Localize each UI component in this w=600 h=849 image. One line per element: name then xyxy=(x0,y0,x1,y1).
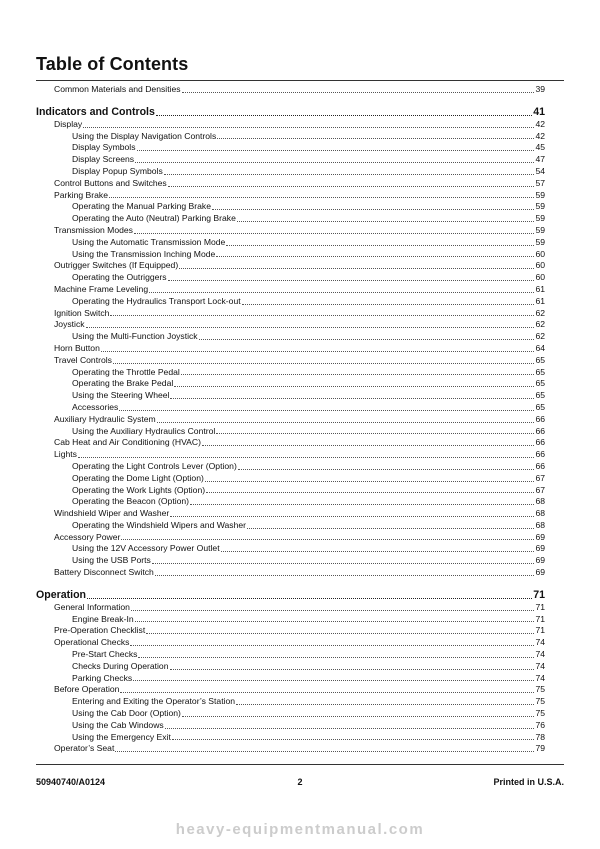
toc-entry[interactable] xyxy=(36,684,545,696)
toc-entry[interactable] xyxy=(36,308,545,320)
toc-entry[interactable] xyxy=(36,296,545,308)
dot-leader xyxy=(149,292,534,293)
dot-leader xyxy=(247,528,534,529)
toc-entry-label: Parking Brake xyxy=(54,189,108,200)
toc-entry-page: 71 xyxy=(535,625,545,636)
dot-leader xyxy=(168,186,535,187)
toc-entry[interactable] xyxy=(36,485,545,497)
toc-entry-label: Using the Emergency Exit xyxy=(72,731,171,742)
dot-leader xyxy=(182,716,535,717)
toc-entry-label: Operating the Manual Parking Brake xyxy=(72,201,212,212)
toc-entry-page: 67 xyxy=(535,484,545,495)
dot-leader xyxy=(202,445,534,446)
toc-entry-label: Operating the Dome Light (Option) xyxy=(72,472,204,483)
toc-entry-page: 79 xyxy=(535,743,545,754)
toc-entry-label: Accessories xyxy=(72,401,119,412)
toc-entry-label: Using the Cab Door (Option) xyxy=(72,708,181,719)
toc-entry-page: 60 xyxy=(535,260,545,271)
toc-entry-page: 59 xyxy=(535,213,545,224)
dot-leader xyxy=(168,280,535,281)
toc-entry[interactable] xyxy=(36,532,545,544)
toc-entry[interactable] xyxy=(36,225,545,237)
toc-entry-page: 68 xyxy=(535,519,545,530)
dot-leader xyxy=(226,245,534,246)
dot-leader xyxy=(135,162,534,163)
toc-entry[interactable] xyxy=(36,190,545,202)
toc-entry[interactable] xyxy=(36,649,545,661)
dot-leader xyxy=(172,739,535,740)
toc-entry-label: Accessory Power xyxy=(54,531,121,542)
toc-entry-page: 75 xyxy=(535,684,545,695)
dot-leader xyxy=(190,504,534,505)
toc-entry-label: Display Screens xyxy=(72,154,135,165)
toc-entry-label: Windshield Wiper and Washer xyxy=(54,508,170,519)
toc-entry-page: 42 xyxy=(535,118,545,129)
toc-entry[interactable] xyxy=(36,343,545,355)
toc-entry-label: Operating the Work Lights (Option) xyxy=(72,484,206,495)
toc-section-entry[interactable] xyxy=(36,105,545,119)
toc-entry[interactable] xyxy=(36,567,545,579)
toc-entry-label: Using the Transmission Inching Mode xyxy=(72,248,216,259)
toc-entry-page: 74 xyxy=(535,672,545,683)
dot-leader xyxy=(134,233,534,234)
toc-entry[interactable] xyxy=(36,732,545,744)
toc-entry-label: Joystick xyxy=(54,319,85,330)
dot-leader xyxy=(205,481,535,482)
toc-entry[interactable] xyxy=(36,449,545,461)
dot-leader xyxy=(130,645,534,646)
dot-leader xyxy=(174,386,534,387)
toc-entry[interactable] xyxy=(36,637,545,649)
toc-entry-label: Operating the Outriggers xyxy=(72,272,167,283)
dot-leader xyxy=(83,127,534,128)
dot-leader xyxy=(101,351,535,352)
toc-entry-page: 69 xyxy=(535,555,545,566)
toc-entry[interactable] xyxy=(36,543,545,555)
dot-leader xyxy=(86,327,535,328)
toc-entry-page: 65 xyxy=(535,401,545,412)
toc-entry-label: Horn Button xyxy=(54,342,100,353)
dot-leader xyxy=(212,209,534,210)
toc-entry-page: 54 xyxy=(535,165,545,176)
toc-entry[interactable] xyxy=(36,272,545,284)
toc-entry[interactable] xyxy=(36,708,545,720)
toc-entry-label: Common Materials and Densities xyxy=(54,84,181,94)
dot-leader xyxy=(217,138,534,139)
dot-leader xyxy=(236,704,534,705)
toc-entry-page: 45 xyxy=(535,142,545,153)
toc-entry-page: 65 xyxy=(535,390,545,401)
dot-leader xyxy=(135,621,535,622)
dot-leader xyxy=(170,398,534,399)
toc-entry-page: 65 xyxy=(535,354,545,365)
toc-entry-label: Operating the Auto (Neutral) Parking Brake xyxy=(72,213,236,224)
dot-leader xyxy=(87,598,532,599)
dot-leader xyxy=(119,410,534,411)
toc-entry-page: 62 xyxy=(535,331,545,342)
dot-leader xyxy=(179,268,534,269)
toc-entry-page: 68 xyxy=(535,496,545,507)
toc-entry-label: Pre-Operation Checklist xyxy=(54,625,146,636)
toc-entry[interactable] xyxy=(36,142,545,154)
toc-entry[interactable] xyxy=(36,213,545,225)
toc-entry-page: 65 xyxy=(535,378,545,389)
toc-entry-label: Using the USB Ports xyxy=(72,555,151,566)
toc-entry[interactable] xyxy=(36,154,545,166)
toc-entry-label: Cab Heat and Air Conditioning (HVAC) xyxy=(54,437,201,448)
toc-entry[interactable] xyxy=(36,508,545,520)
toc-entry-label: Outrigger Switches (If Equipped) xyxy=(54,260,179,271)
toc-entry[interactable] xyxy=(36,249,545,261)
toc-entry-page: 42 xyxy=(535,130,545,141)
toc-entry[interactable] xyxy=(36,166,545,178)
toc-entry-page: 60 xyxy=(535,272,545,283)
toc-entry[interactable] xyxy=(36,614,545,626)
toc-entry-page: 62 xyxy=(535,307,545,318)
toc-entry-label: Battery Disconnect Switch xyxy=(54,567,154,578)
toc-entry-page: 59 xyxy=(535,236,545,247)
dot-leader xyxy=(165,728,535,729)
toc-entry-page: 62 xyxy=(535,319,545,330)
toc-entry[interactable] xyxy=(36,743,545,755)
toc-entry-label: Operator’s Seat xyxy=(54,743,115,754)
dot-leader xyxy=(115,751,534,752)
dot-leader xyxy=(164,174,535,175)
dot-leader xyxy=(113,363,534,364)
document-number: 50940740/A0124 xyxy=(36,777,106,787)
toc-entry-page: 59 xyxy=(535,224,545,235)
toc-entry-page: 59 xyxy=(535,201,545,212)
toc-entry-label: General Information xyxy=(54,601,130,612)
toc-entry-page: 61 xyxy=(535,295,545,306)
page-title: Table of Contents xyxy=(36,54,189,74)
toc-entry-page: 66 xyxy=(535,413,545,424)
toc-entry-page: 78 xyxy=(535,731,545,742)
toc-entry-label: Display xyxy=(54,118,83,129)
toc-entry-label: Using the Steering Wheel xyxy=(72,390,170,401)
toc-entry[interactable] xyxy=(36,260,545,272)
toc-entry[interactable] xyxy=(36,696,545,708)
toc-entry[interactable] xyxy=(36,414,545,426)
toc-entry-page: 57 xyxy=(535,177,545,188)
dot-leader xyxy=(109,197,534,198)
toc-entry-page: 61 xyxy=(535,283,545,294)
toc-entry[interactable] xyxy=(36,84,545,96)
toc-entry-label: Lights xyxy=(54,449,77,460)
dot-leader xyxy=(146,633,534,634)
toc-entry-label: Display Popup Symbols xyxy=(72,165,163,176)
toc-entry-page: 66 xyxy=(535,449,545,460)
toc-entry[interactable] xyxy=(36,555,545,567)
toc-entry-page: 74 xyxy=(535,660,545,671)
toc-entry-label: Using the Auxiliary Hydraulics Control xyxy=(72,425,216,436)
toc-entry[interactable] xyxy=(36,367,545,379)
toc-entry-label: Checks During Operation xyxy=(72,660,169,671)
toc-entry[interactable] xyxy=(36,178,545,190)
toc-entry-page: 39 xyxy=(535,84,545,94)
toc-entry-page: 68 xyxy=(535,508,545,519)
toc-entry-page: 41 xyxy=(533,105,545,118)
toc-entry-label: Pre-Start Checks xyxy=(72,649,138,660)
dot-leader xyxy=(78,457,535,458)
toc-entry-page: 76 xyxy=(535,719,545,730)
dot-leader xyxy=(156,115,532,116)
toc-entry-page: 59 xyxy=(535,189,545,200)
page-footer xyxy=(36,777,564,791)
toc-entry-label: Transmission Modes xyxy=(54,224,133,235)
toc-entry[interactable] xyxy=(36,284,545,296)
toc-entry[interactable] xyxy=(36,625,545,637)
dot-leader xyxy=(121,539,534,540)
toc-entry-page: 71 xyxy=(535,613,545,624)
dot-leader xyxy=(120,692,534,693)
toc-entry-page: 75 xyxy=(535,708,545,719)
toc-entry[interactable] xyxy=(36,378,545,390)
toc-entry-page: 69 xyxy=(535,567,545,578)
toc-entry-label: Operating the Windshield Wipers and Washer xyxy=(72,519,247,530)
dot-leader xyxy=(110,315,534,316)
dot-leader xyxy=(170,516,534,517)
toc-entry[interactable] xyxy=(36,402,545,414)
toc-entry[interactable] xyxy=(36,661,545,673)
table-of-contents xyxy=(36,84,545,755)
toc-entry[interactable] xyxy=(36,602,545,614)
toc-entry-page: 74 xyxy=(535,637,545,648)
toc-entry-label: Entering and Exiting the Operator’s Station xyxy=(72,696,236,707)
toc-entry-page: 66 xyxy=(535,437,545,448)
toc-entry-label: Operating the Light Controls Lever (Option) xyxy=(72,460,237,471)
toc-entry-label: Operational Checks xyxy=(54,637,130,648)
toc-entry[interactable] xyxy=(36,201,545,213)
toc-entry-page: 64 xyxy=(535,342,545,353)
toc-entry-label: Using the 12V Accessory Power Outlet xyxy=(72,543,220,554)
toc-entry-page: 69 xyxy=(535,531,545,542)
toc-entry-page: 66 xyxy=(535,425,545,436)
dot-leader xyxy=(182,92,535,93)
toc-entry-page: 75 xyxy=(535,696,545,707)
toc-entry-page: 65 xyxy=(535,366,545,377)
toc-entry-page: 71 xyxy=(533,588,545,601)
dot-leader xyxy=(237,221,535,222)
toc-entry-label: Operation xyxy=(36,588,87,601)
toc-entry-page: 71 xyxy=(535,601,545,612)
dot-leader xyxy=(221,551,535,552)
dot-leader xyxy=(131,610,534,611)
toc-entry[interactable] xyxy=(36,131,545,143)
print-notice: Printed in U.S.A. xyxy=(493,777,564,787)
toc-entry-label: Control Buttons and Switches xyxy=(54,177,167,188)
footer-rule xyxy=(36,764,564,765)
toc-entry[interactable] xyxy=(36,355,545,367)
toc-entry-label: Machine Frame Leveling xyxy=(54,283,149,294)
toc-entry-label: Display Symbols xyxy=(72,142,136,153)
toc-entry-label: Auxiliary Hydraulic System xyxy=(54,413,156,424)
toc-entry-page: 47 xyxy=(535,154,545,165)
toc-entry[interactable] xyxy=(36,119,545,131)
page-number: 2 xyxy=(297,777,303,787)
toc-entry-label: Using the Cab Windows xyxy=(72,719,164,730)
dot-leader xyxy=(138,657,534,658)
toc-entry-label: Ignition Switch xyxy=(54,307,110,318)
dot-leader xyxy=(157,422,535,423)
dot-leader xyxy=(170,669,535,670)
toc-entry[interactable] xyxy=(36,319,545,331)
toc-entry[interactable] xyxy=(36,461,545,473)
toc-entry-label: Using the Display Navigation Controls xyxy=(72,130,217,141)
dot-leader xyxy=(238,469,535,470)
toc-entry[interactable] xyxy=(36,496,545,508)
toc-entry[interactable] xyxy=(36,390,545,402)
toc-entry-label: Operating the Brake Pedal xyxy=(72,378,174,389)
watermark: heavy-equipmentmanual.com xyxy=(175,821,425,838)
toc-entry[interactable] xyxy=(36,331,545,343)
toc-entry-page: 74 xyxy=(535,649,545,660)
toc-entry-page: 67 xyxy=(535,472,545,483)
toc-entry[interactable] xyxy=(36,520,545,532)
toc-entry-label: Using the Automatic Transmission Mode xyxy=(72,236,226,247)
toc-entry-page: 60 xyxy=(535,248,545,259)
toc-entry-label: Travel Controls xyxy=(54,354,112,365)
dot-leader xyxy=(181,374,535,375)
dot-leader xyxy=(137,150,535,151)
toc-entry[interactable] xyxy=(36,473,545,485)
toc-entry-label: Operating the Beacon (Option) xyxy=(72,496,190,507)
toc-entry-label: Engine Break-In xyxy=(72,613,134,624)
toc-entry-page: 66 xyxy=(535,460,545,471)
toc-entry[interactable] xyxy=(36,720,545,732)
dot-leader xyxy=(199,339,535,340)
dot-leader xyxy=(152,563,535,564)
toc-entry-page: 69 xyxy=(535,543,545,554)
dot-leader xyxy=(206,492,534,493)
toc-entry-label: Operating the Throttle Pedal xyxy=(72,366,180,377)
toc-entry-label: Using the Multi-Function Joystick xyxy=(72,331,198,342)
dot-leader xyxy=(216,433,534,434)
toc-entry[interactable] xyxy=(36,237,545,249)
toc-entry[interactable] xyxy=(36,673,545,685)
toc-entry-label: Before Operation xyxy=(54,684,120,695)
toc-entry-label: Operating the Hydraulics Transport Lock-out xyxy=(72,295,241,306)
toc-entry-label: Parking Checks xyxy=(72,672,133,683)
toc-entry-label: Indicators and Controls xyxy=(36,105,155,118)
toc-entry[interactable] xyxy=(36,437,545,449)
dot-leader xyxy=(216,256,534,257)
dot-leader xyxy=(133,680,534,681)
dot-leader xyxy=(242,304,535,305)
dot-leader xyxy=(155,575,535,576)
toc-section-entry[interactable] xyxy=(36,588,545,602)
title-rule xyxy=(36,80,564,81)
toc-entry[interactable] xyxy=(36,426,545,438)
